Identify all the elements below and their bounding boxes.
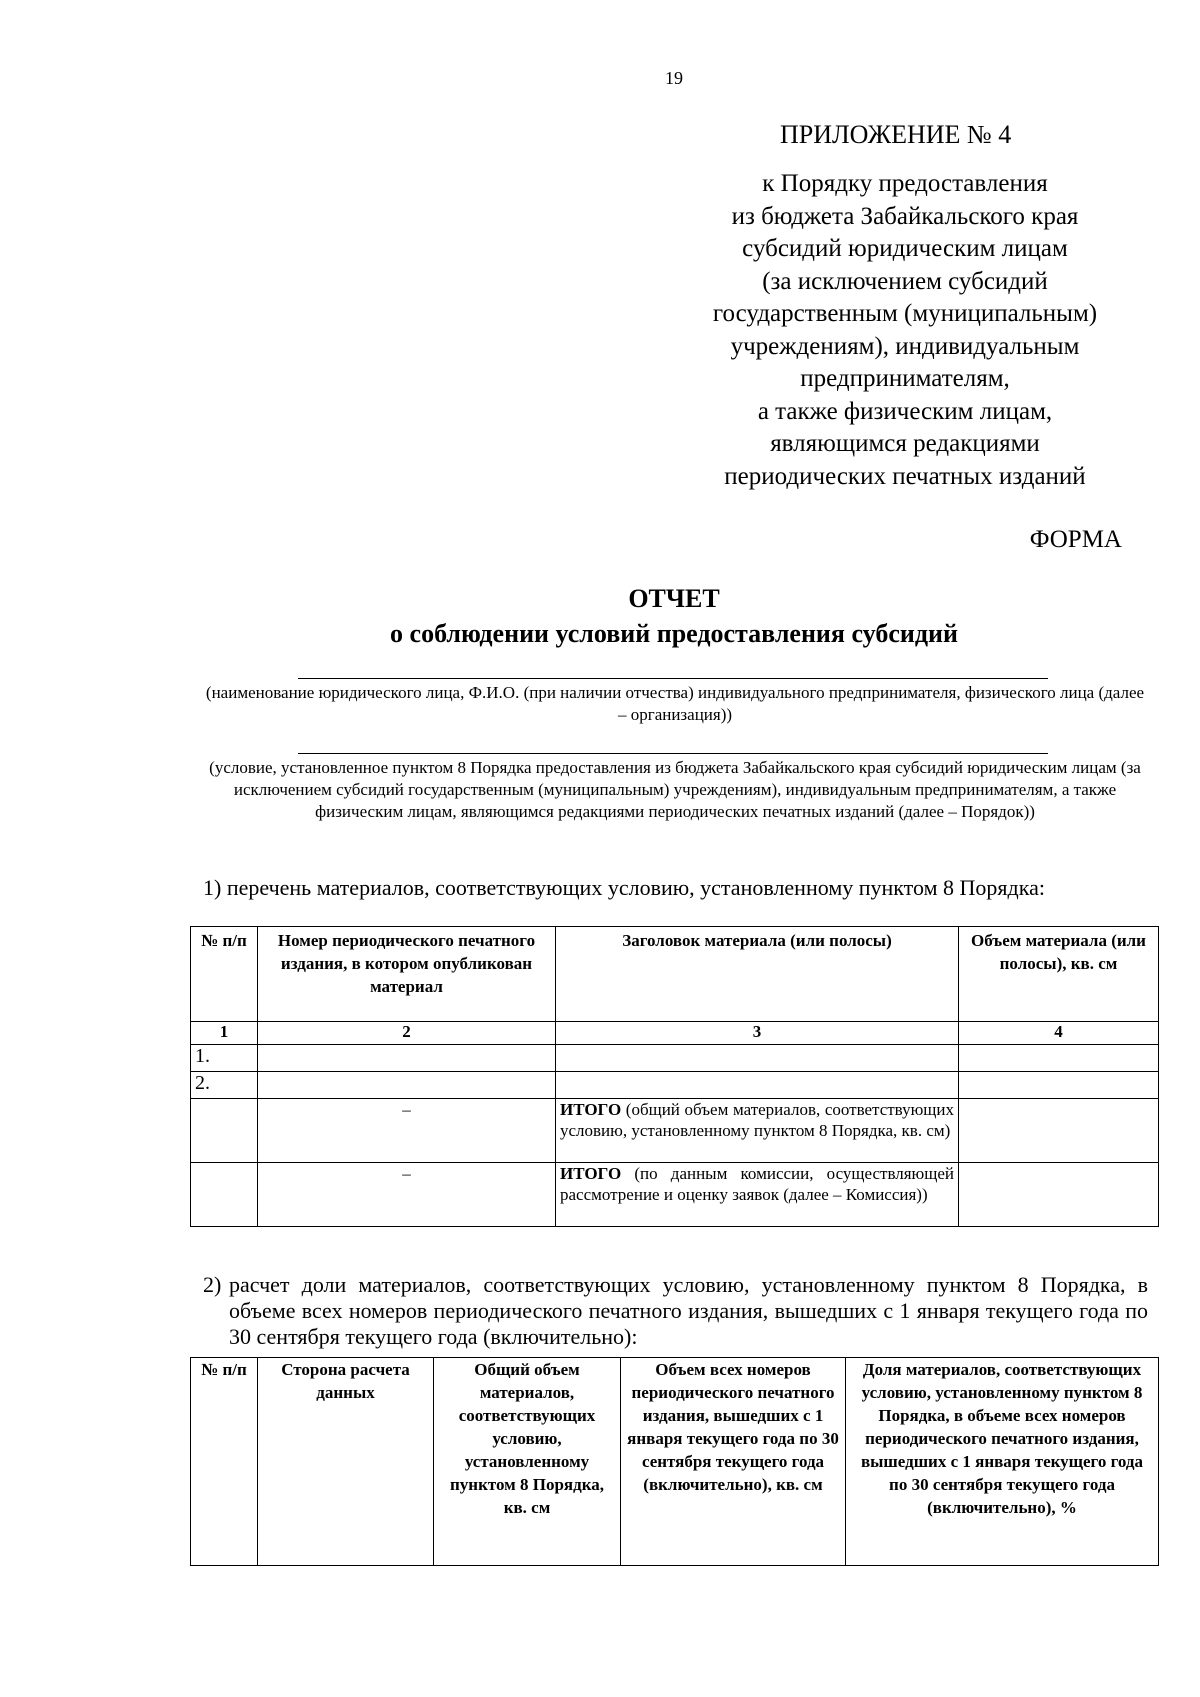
column-header-number: № п/п [191, 927, 258, 1022]
commission-total-row [191, 1163, 1159, 1227]
condition-line [298, 753, 1048, 754]
appendix-line: периодических печатных изданий [724, 462, 1086, 490]
section-1-heading: 1) перечень материалов, соответствующих условию, установленному пунктом 8 Порядка: [203, 875, 1045, 900]
appendix-line: государственным (муниципальным) [712, 300, 1098, 327]
column-header-all-issues-volume: Объем всех номеров периодического печатного издания, вышедших с 1 января текущего года по 30 сентября текущего года (включительно), кв. см [621, 1358, 846, 1566]
table-row [191, 1072, 1159, 1099]
column-header-issue-number: Номер периодического печатного издания, в котором опубликован материал [258, 927, 556, 1022]
total-description: (общий объем материалов, соответствующих условию, установленному пунктом 8 Порядка, кв. см) [560, 1100, 954, 1140]
table-row [191, 1045, 1159, 1072]
materials-table [190, 926, 1159, 1227]
appendix-line: учреждениям), индивидуальным [730, 332, 1080, 360]
dash-cell: – [258, 1163, 556, 1227]
appendix-line: субсидий юридическим лицам [742, 235, 1068, 262]
column-header-total-volume: Общий объем материалов, соответствующих условию, установленному пунктом 8 Порядка, кв. см [434, 1358, 621, 1566]
material-title-cell[interactable] [556, 1045, 959, 1072]
column-number: 3 [556, 1022, 959, 1045]
report-subtitle: о соблюдении условий предоставления субсидий [390, 619, 958, 648]
material-volume-cell[interactable] [959, 1045, 1159, 1072]
appendix-line: к Порядку предоставления [762, 170, 1048, 197]
appendix-reference [690, 168, 1120, 493]
section-2-number: 2) [203, 1272, 222, 1297]
column-header-share: Доля материалов, соответствующих условию, установленному пунктом 8 Порядка, в объеме всех номеров периодического печатного издания, вышедших с 1 января текущего года по 30 сентября текущего года (включительно), % [846, 1358, 1159, 1566]
column-header-material-volume: Объем материала (или полосы), кв. см [959, 927, 1159, 1022]
issue-number-cell[interactable] [258, 1045, 556, 1072]
total-label: ИТОГО [560, 1100, 622, 1119]
total-description: (по данным комиссии, осуществляющей рассмотрение и оценку заявок (далее – Комиссия)) [560, 1164, 954, 1204]
row-number: 1. [191, 1045, 258, 1072]
column-number: 2 [258, 1022, 556, 1045]
form-label: ФОРМА [1029, 526, 1122, 553]
organization-name-line [298, 678, 1048, 679]
section-2-heading [203, 1272, 1148, 1350]
empty-cell [191, 1163, 258, 1227]
column-number: 4 [959, 1022, 1159, 1045]
page-number: 19 [665, 68, 683, 88]
material-volume-cell[interactable] [959, 1072, 1159, 1099]
column-header-calculation-side: Сторона расчета данных [258, 1358, 434, 1566]
total-value-cell[interactable] [959, 1099, 1159, 1163]
appendix-line: а также физическим лицам, [757, 397, 1053, 425]
material-title-cell[interactable] [556, 1072, 959, 1099]
dash-cell: – [258, 1099, 556, 1163]
total-label-cell [556, 1099, 959, 1163]
total-value-cell[interactable] [959, 1163, 1159, 1227]
appendix-line: являющимся редакциями [770, 430, 1040, 457]
column-number: 1 [191, 1022, 258, 1045]
share-calculation-table [190, 1357, 1159, 1566]
total-label: ИТОГО [560, 1164, 622, 1183]
empty-cell [191, 1099, 258, 1163]
condition-caption: (условие, установленное пунктом 8 Порядка предоставления из бюджета Забайкальского края субсидий юридическим лицам (за исключением субсидий государственным (муниципальным) учреждениям), индивидуальным предпринимателям, а также физическим лицам, являющимся редакциями периодических печатных изданий (далее – Порядок)) [209, 758, 1141, 821]
appendix-line: (за исключением субсидий [762, 267, 1048, 295]
total-label-cell [556, 1163, 959, 1227]
appendix-title: ПРИЛОЖЕНИЕ № 4 [780, 120, 1012, 149]
issue-number-cell[interactable] [258, 1072, 556, 1099]
organization-name-caption: (наименование юридического лица, Ф.И.О. (при наличии отчества) индивидуального предпринимателя, физического лица (далее – организация)) [205, 683, 1145, 724]
appendix-line: из бюджета Забайкальского края [731, 202, 1079, 230]
column-header-number: № п/п [191, 1358, 258, 1566]
report-title: ОТЧЕТ [628, 584, 720, 613]
total-row [191, 1099, 1159, 1163]
appendix-line: предпринимателям, [800, 365, 1010, 392]
section-2-text: расчет доли материалов, соответствующих условию, установленному пунктом 8 Порядка, в объеме всех номеров периодического печатного издания, вышедших с 1 января текущего года по 30 сентября текущего года (включительно): [229, 1272, 1148, 1349]
column-header-material-title: Заголовок материала (или полосы) [556, 927, 959, 1022]
row-number: 2. [191, 1072, 258, 1099]
